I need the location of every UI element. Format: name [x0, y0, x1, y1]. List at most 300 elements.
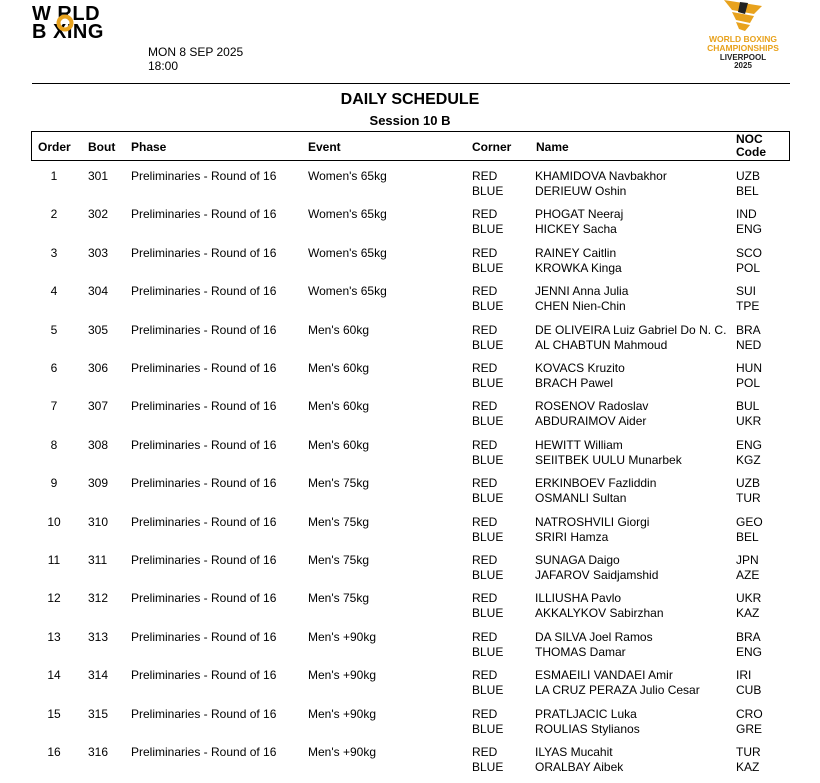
- blue-noc-code: UKR: [736, 414, 762, 429]
- phase-cell: [131, 707, 276, 722]
- order-cell-text: 13: [47, 629, 61, 644]
- event-cell-text: Women's 65kg: [308, 245, 387, 260]
- red-noc-code: TUR: [736, 745, 761, 759]
- event-cell-text: Men's 75kg: [308, 591, 369, 606]
- bout-cell-text: 312: [88, 591, 109, 606]
- blue-corner-label: BLUE: [472, 568, 504, 582]
- order-cell: [40, 169, 68, 184]
- red-corner-label: RED: [472, 361, 498, 375]
- blue-noc-code: POL: [736, 260, 761, 275]
- bout-cell-text: 302: [88, 207, 109, 222]
- table-row: [0, 438, 820, 476]
- bout-cell: [88, 438, 108, 453]
- blue-boxer-name: BRACH Pawel: [535, 376, 614, 390]
- bout-cell-text: 313: [88, 629, 109, 644]
- event-cell: [308, 361, 369, 376]
- noc-cell: [736, 207, 762, 237]
- phase-cell-text: Preliminaries - Round of 16: [131, 245, 277, 260]
- red-corner-label: RED: [472, 591, 498, 606]
- blue-noc-code: ENG: [736, 644, 763, 659]
- corner-cell: [472, 630, 503, 660]
- bout-cell: [88, 361, 108, 376]
- phase-cell-text: Preliminaries - Round of 16: [131, 169, 277, 183]
- event-cell: [308, 438, 369, 453]
- red-corner-label: RED: [472, 476, 498, 491]
- order-cell: [40, 323, 68, 338]
- red-noc-code: BUL: [736, 399, 760, 414]
- col-noc-line1: NOC: [736, 132, 763, 146]
- table-row: [0, 399, 820, 437]
- blue-noc-code: POL: [736, 376, 761, 390]
- bout-cell-text: 303: [88, 245, 109, 260]
- blue-noc-code: NED: [736, 337, 762, 352]
- event-cell-text: Men's 60kg: [308, 361, 369, 375]
- col-order: Order: [38, 140, 71, 154]
- noc-cell: [736, 591, 761, 621]
- name-cell: [535, 515, 649, 545]
- event-cell-text: Women's 65kg: [308, 284, 387, 299]
- order-cell-text: 10: [47, 514, 61, 529]
- bout-cell-text: 316: [88, 745, 109, 759]
- blue-corner-label: BLUE: [472, 606, 504, 621]
- red-boxer-name: ILLIUSHA Pavlo: [535, 591, 622, 606]
- blue-corner-label: BLUE: [472, 337, 504, 352]
- event-cell: [308, 745, 376, 760]
- event-cell-text: Men's 75kg: [308, 514, 369, 529]
- corner-cell: [472, 323, 503, 353]
- phase-cell: [131, 630, 276, 645]
- red-noc-code: UZB: [736, 169, 760, 183]
- red-boxer-name: DE OLIVEIRA Luiz Gabriel Do N. C.: [535, 322, 727, 337]
- phase-cell: [131, 284, 276, 299]
- name-cell: [535, 630, 653, 660]
- date: MON 8 SEP 2025: [148, 45, 244, 59]
- order-cell: [40, 745, 68, 760]
- noc-cell: [736, 476, 761, 506]
- red-corner-label: RED: [472, 245, 498, 260]
- event-cell: [308, 323, 369, 338]
- noc-cell: [736, 246, 762, 276]
- corner-cell: [472, 668, 503, 698]
- order-cell: [40, 361, 68, 376]
- noc-cell: [736, 399, 761, 429]
- order-cell: [40, 668, 68, 683]
- col-corner: Corner: [472, 140, 512, 154]
- event-cell: [308, 515, 369, 530]
- page-title: DAILY SCHEDULE: [340, 91, 480, 108]
- blue-noc-code: KAZ: [736, 606, 760, 621]
- blue-noc-code: KAZ: [736, 760, 760, 774]
- corner-cell: [472, 591, 503, 621]
- table-header: [31, 131, 790, 161]
- noc-cell: [736, 284, 759, 314]
- event-cell-text: Men's 75kg: [308, 476, 369, 491]
- blue-boxer-name: ABDURAIMOV Aider: [535, 414, 647, 429]
- bout-cell: [88, 707, 108, 722]
- order-cell: [40, 207, 68, 222]
- red-noc-code: BRA: [736, 629, 761, 644]
- blue-noc-code: TUR: [736, 491, 761, 506]
- table-row: [0, 284, 820, 322]
- championships-logo: [698, 0, 788, 72]
- logo-text-line1: W RLD: [32, 3, 101, 25]
- red-corner-label: RED: [472, 169, 498, 183]
- red-noc-code: HUN: [736, 361, 762, 375]
- bout-cell-text: 314: [88, 668, 109, 683]
- red-noc-code: SUI: [736, 284, 757, 299]
- champ-line3: LIVERPOOL: [719, 53, 767, 62]
- order-cell-text: 9: [50, 476, 58, 491]
- name-cell: [535, 399, 648, 429]
- corner-cell: [472, 361, 503, 391]
- phase-cell-text: Preliminaries - Round of 16: [131, 553, 277, 567]
- table-row: [0, 207, 820, 245]
- bout-cell-text: 307: [88, 399, 109, 414]
- noc-cell: [736, 630, 762, 660]
- red-noc-code: JPN: [736, 553, 759, 567]
- blue-noc-code: AZE: [736, 568, 760, 582]
- blue-noc-code: BEL: [736, 529, 759, 544]
- header-divider: [32, 83, 790, 84]
- order-cell-text: 6: [50, 361, 58, 375]
- blue-boxer-name: ORALBAY Aibek: [535, 760, 624, 774]
- red-boxer-name: DA SILVA Joel Ramos: [535, 629, 653, 644]
- order-cell: [40, 246, 68, 261]
- blue-corner-label: BLUE: [472, 299, 504, 314]
- table-row: [0, 630, 820, 668]
- noc-cell: [736, 323, 761, 353]
- phase-cell-text: Preliminaries - Round of 16: [131, 437, 277, 452]
- bout-cell-text: 311: [88, 553, 108, 567]
- event-cell: [308, 630, 376, 645]
- phase-cell: [131, 438, 276, 453]
- phase-cell: [131, 553, 276, 568]
- event-cell-text: Men's +90kg: [308, 706, 376, 721]
- red-boxer-name: RAINEY Caitlin: [535, 245, 617, 260]
- blue-corner-label: BLUE: [472, 376, 504, 390]
- corner-cell: [472, 169, 503, 199]
- event-cell-text: Men's 75kg: [308, 553, 369, 567]
- red-boxer-name: ESMAEILI VANDAEI Amir: [535, 668, 673, 683]
- blue-corner-label: BLUE: [472, 491, 504, 506]
- event-cell-text: Women's 65kg: [308, 169, 387, 183]
- order-cell-text: 15: [47, 706, 61, 721]
- event-cell: [308, 246, 387, 261]
- blue-noc-code: ENG: [736, 222, 763, 237]
- blue-boxer-name: AKKALYKOV Sabirzhan: [535, 606, 664, 621]
- phase-cell-text: Preliminaries - Round of 16: [131, 706, 277, 721]
- red-corner-label: RED: [472, 284, 498, 299]
- red-corner-label: RED: [472, 706, 498, 721]
- phase-cell: [131, 169, 276, 184]
- red-corner-label: RED: [472, 207, 498, 222]
- blue-boxer-name: DERIEUW Oshin: [535, 184, 627, 198]
- red-noc-code: ENG: [736, 437, 763, 452]
- red-boxer-name: SUNAGA Daigo: [535, 553, 620, 567]
- bout-cell: [88, 553, 107, 568]
- event-cell: [308, 668, 376, 683]
- order-cell-text: 1: [50, 169, 58, 183]
- phase-cell-text: Preliminaries - Round of 16: [131, 668, 277, 683]
- bout-cell: [88, 246, 108, 261]
- red-corner-label: RED: [472, 553, 498, 567]
- phase-cell-text: Preliminaries - Round of 16: [131, 629, 277, 644]
- phase-cell: [131, 745, 276, 760]
- bout-cell: [88, 476, 108, 491]
- blue-boxer-name: CHEN Nien-Chin: [535, 299, 626, 314]
- event-cell-text: Men's +90kg: [308, 745, 376, 759]
- event-cell-text: Men's +90kg: [308, 668, 376, 683]
- table-row: [0, 515, 820, 553]
- order-cell-text: 16: [47, 745, 61, 759]
- blue-boxer-name: THOMAS Damar: [535, 644, 626, 659]
- event-cell-text: Men's 60kg: [308, 399, 369, 414]
- phase-cell-text: Preliminaries - Round of 16: [131, 207, 277, 222]
- col-bout: Bout: [88, 140, 116, 154]
- world-boxing-logo: [32, 3, 142, 43]
- name-cell: [535, 476, 656, 506]
- red-boxer-name: HEWITT William: [535, 437, 623, 452]
- champ-line2: CHAMPIONSHIPS: [707, 43, 779, 53]
- table-row: [0, 707, 820, 745]
- table-row: [0, 553, 820, 591]
- logo-ring-icon: [56, 14, 74, 32]
- name-cell: [535, 284, 628, 314]
- red-noc-code: UKR: [736, 591, 762, 606]
- blue-noc-code: CUB: [736, 683, 762, 698]
- event-cell-text: Men's +90kg: [308, 629, 376, 644]
- noc-cell: [736, 668, 761, 698]
- phase-cell-text: Preliminaries - Round of 16: [131, 322, 277, 337]
- blue-corner-label: BLUE: [472, 644, 504, 659]
- bout-cell: [88, 630, 108, 645]
- corner-cell: [472, 207, 503, 237]
- bout-cell-text: 301: [88, 169, 109, 183]
- name-cell: [535, 591, 664, 621]
- phase-cell: [131, 361, 276, 376]
- name-cell: [535, 323, 726, 353]
- order-cell: [40, 630, 68, 645]
- table-row: [0, 246, 820, 284]
- time: 18:00: [148, 59, 179, 73]
- order-cell: [40, 476, 68, 491]
- corner-cell: [472, 553, 503, 583]
- blue-corner-label: BLUE: [472, 260, 504, 275]
- blue-corner-label: BLUE: [472, 529, 504, 544]
- blue-corner-label: BLUE: [472, 414, 504, 429]
- order-cell-text: 8: [50, 437, 58, 452]
- col-event: Event: [308, 140, 341, 154]
- blue-boxer-name: OSMANLI Sultan: [535, 491, 627, 506]
- red-boxer-name: ROSENOV Radoslav: [535, 399, 649, 414]
- bout-cell: [88, 284, 108, 299]
- name-cell: [535, 246, 622, 276]
- blue-corner-label: BLUE: [472, 452, 504, 467]
- red-boxer-name: PRATLJACIC Luka: [535, 706, 637, 721]
- red-noc-code: GEO: [736, 514, 763, 529]
- table-row: [0, 745, 820, 783]
- corner-cell: [472, 284, 503, 314]
- event-cell: [308, 591, 369, 606]
- champ-line4: 2025: [734, 61, 752, 70]
- order-cell: [40, 553, 68, 568]
- red-noc-code: CRO: [736, 706, 763, 721]
- blue-boxer-name: JAFAROV Saidjamshid: [535, 568, 659, 582]
- corner-cell: [472, 707, 503, 737]
- blue-boxer-name: SRIRI Hamza: [535, 529, 609, 544]
- name-cell: [535, 207, 623, 237]
- noc-cell: [736, 515, 763, 545]
- champ-line1: WORLD BOXING: [709, 34, 777, 44]
- red-corner-label: RED: [472, 437, 498, 452]
- order-cell-text: 11: [47, 553, 61, 567]
- blue-corner-label: BLUE: [472, 721, 504, 736]
- order-cell-text: 12: [47, 591, 61, 606]
- phase-cell: [131, 399, 276, 414]
- phase-cell: [131, 515, 276, 530]
- col-phase: Phase: [131, 140, 167, 154]
- bout-cell: [88, 207, 108, 222]
- bout-cell: [88, 169, 108, 184]
- red-corner-label: RED: [472, 322, 498, 337]
- red-corner-label: RED: [472, 399, 498, 414]
- logo-text-line2: B XING: [32, 21, 104, 43]
- phase-cell: [131, 591, 276, 606]
- phase-cell-text: Preliminaries - Round of 16: [131, 476, 277, 491]
- bout-cell-text: 304: [88, 284, 109, 299]
- bout-cell: [88, 591, 108, 606]
- order-cell: [40, 515, 68, 530]
- corner-cell: [472, 399, 503, 429]
- col-noc: [736, 133, 766, 159]
- name-cell: [535, 169, 667, 199]
- order-cell: [40, 284, 68, 299]
- date-time: [148, 45, 243, 73]
- event-cell: [308, 707, 376, 722]
- event-cell: [308, 207, 387, 222]
- order-cell-text: 7: [50, 399, 58, 414]
- red-boxer-name: JENNI Anna Julia: [535, 284, 629, 299]
- blue-corner-label: BLUE: [472, 760, 504, 774]
- order-cell-text: 2: [50, 207, 58, 222]
- bout-cell-text: 305: [88, 322, 109, 337]
- bout-cell-text: 310: [88, 514, 109, 529]
- blue-noc-code: GRE: [736, 721, 763, 736]
- phase-cell: [131, 476, 276, 491]
- event-cell: [308, 284, 387, 299]
- blue-boxer-name: LA CRUZ PERAZA Julio Cesar: [535, 683, 700, 698]
- red-boxer-name: PHOGAT Neeraj: [535, 207, 624, 222]
- name-cell: [535, 361, 625, 391]
- table-row: [0, 323, 820, 361]
- noc-cell: [736, 745, 761, 775]
- red-corner-label: RED: [472, 629, 498, 644]
- bout-cell: [88, 399, 108, 414]
- phase-cell-text: Preliminaries - Round of 16: [131, 591, 277, 606]
- blue-boxer-name: KROWKA Kinga: [535, 260, 622, 275]
- table-row: [0, 668, 820, 706]
- phase-cell: [131, 323, 276, 338]
- phase-cell: [131, 668, 276, 683]
- blue-noc-code: TPE: [736, 299, 760, 314]
- bout-cell: [88, 668, 108, 683]
- red-boxer-name: NATROSHVILI Giorgi: [535, 514, 650, 529]
- order-cell: [40, 399, 68, 414]
- event-cell: [308, 169, 387, 184]
- phase-cell-text: Preliminaries - Round of 16: [131, 514, 277, 529]
- bout-cell: [88, 323, 108, 338]
- phase-cell-text: Preliminaries - Round of 16: [131, 284, 277, 299]
- blue-corner-label: BLUE: [472, 683, 504, 698]
- red-boxer-name: KOVACS Kruzito: [535, 361, 625, 375]
- red-noc-code: BRA: [736, 322, 761, 337]
- order-cell: [40, 707, 68, 722]
- red-boxer-name: KHAMIDOVA Navbakhor: [535, 169, 667, 183]
- table-row: [0, 361, 820, 399]
- event-cell: [308, 553, 369, 568]
- red-noc-code: IND: [736, 207, 757, 222]
- event-cell-text: Women's 65kg: [308, 207, 387, 222]
- order-cell-text: 4: [50, 284, 58, 299]
- order-cell-text: 5: [50, 322, 58, 337]
- blue-boxer-name: ROULIAS Stylianos: [535, 721, 640, 736]
- phase-cell-text: Preliminaries - Round of 16: [131, 361, 277, 375]
- blue-boxer-name: AL CHABTUN Mahmoud: [535, 337, 668, 352]
- name-cell: [535, 668, 700, 698]
- table-row: [0, 476, 820, 514]
- bout-cell: [88, 515, 108, 530]
- name-cell: [535, 745, 623, 775]
- red-boxer-name: ERKINBOEV Fazliddin: [535, 476, 657, 491]
- order-cell: [40, 591, 68, 606]
- corner-cell: [472, 745, 503, 775]
- phase-cell-text: Preliminaries - Round of 16: [131, 399, 277, 414]
- bout-cell-text: 306: [88, 361, 109, 375]
- blue-corner-label: BLUE: [472, 222, 504, 237]
- bout-cell-text: 308: [88, 437, 109, 452]
- phase-cell: [131, 246, 276, 261]
- event-cell: [308, 476, 369, 491]
- name-cell: [535, 553, 658, 583]
- red-noc-code: IRI: [736, 668, 752, 683]
- event-cell: [308, 399, 369, 414]
- red-noc-code: SCO: [736, 245, 763, 260]
- noc-cell: [736, 438, 762, 468]
- corner-cell: [472, 476, 503, 506]
- order-cell-text: 14: [47, 668, 61, 683]
- name-cell: [535, 707, 640, 737]
- blue-boxer-name: HICKEY Sacha: [535, 222, 617, 237]
- blue-corner-label: BLUE: [472, 184, 504, 198]
- corner-cell: [472, 246, 503, 276]
- championship-emblem-icon: [718, 0, 768, 32]
- corner-cell: [472, 515, 503, 545]
- red-corner-label: RED: [472, 514, 498, 529]
- table-row: [0, 169, 820, 207]
- blue-noc-code: KGZ: [736, 452, 761, 467]
- table-row: [0, 591, 820, 629]
- order-cell-text: 3: [50, 245, 58, 260]
- name-cell: [535, 438, 682, 468]
- noc-cell: [736, 361, 762, 391]
- event-cell-text: Men's 60kg: [308, 322, 369, 337]
- red-boxer-name: ILYAS Mucahit: [535, 745, 613, 759]
- col-name: Name: [536, 140, 569, 154]
- noc-cell: [736, 169, 760, 199]
- red-corner-label: RED: [472, 745, 498, 759]
- blue-boxer-name: SEIITBEK UULU Munarbek: [535, 452, 682, 467]
- corner-cell: [472, 438, 503, 468]
